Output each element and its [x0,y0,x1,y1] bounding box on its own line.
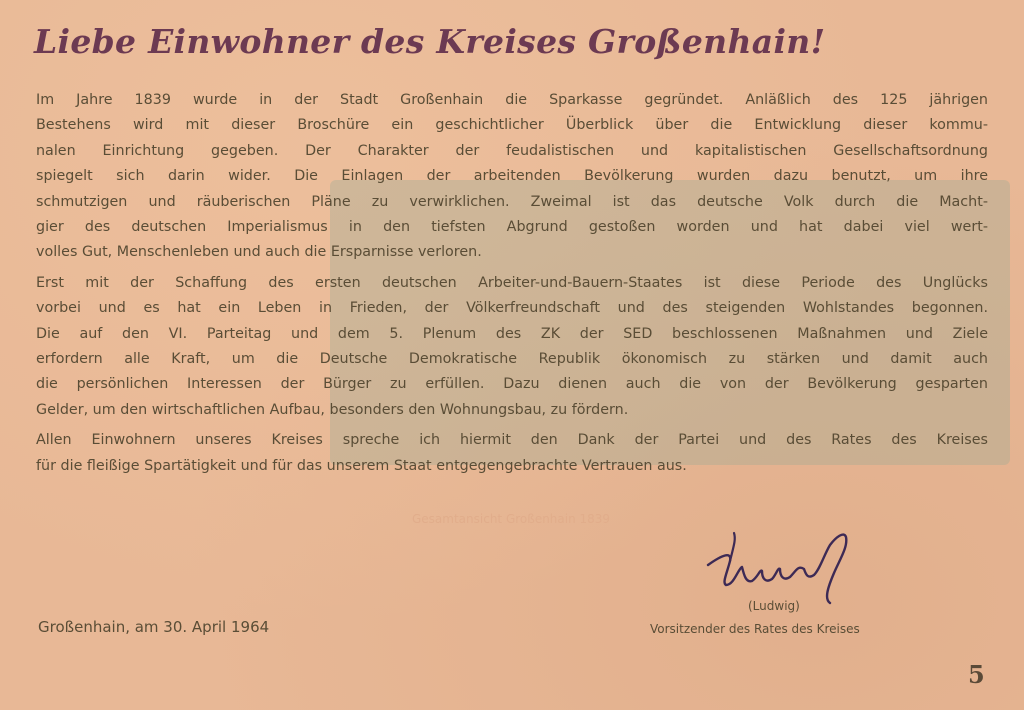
handwritten-signature [700,525,860,610]
text-line: Bestehens wird mit dieser Broschüre ein geschichtlicher Überblick über die Entwicklung dieser kommu- [36,117,988,134]
text-line: schmutzigen und räuberischen Pläne zu verwirklichen. Zweimal ist das deutsche Volk durch die Macht- [36,193,988,210]
text-line: Erst mit der Schaffung des ersten deutschen Arbeiter-und-Bauern-Staates ist diese Periode des Unglücks [36,274,988,291]
page-number: 5 [968,660,985,689]
letter-body [36,88,988,484]
paragraph-1 [36,88,988,266]
text-line: gier des deutschen Imperialismus in den tiefsten Abgrund gestoßen worden und hat dabei viel wert- [36,219,988,236]
signatory-role: Vorsitzender des Rates des Kreises [650,622,860,636]
text-line: erfordern alle Kraft, um die Deutsche Demokratische Republik ökonomisch zu stärken und damit auch [36,351,988,368]
text-line: Im Jahre 1839 wurde in der Stadt Großenhain die Sparkasse gegründet. Anläßlich des 125 jährigen [36,92,988,108]
text-line: vorbei und es hat ein Leben in Frieden, der Völkerfreundschaft und des steigenden Wohlstandes begonnen. [36,300,988,317]
paragraph-2 [36,271,988,423]
text-line: für die fleißige Spartätigkeit und für das unserem Staat entgegengebrachte Vertrauen aus. [36,457,687,474]
show-through-caption: Gesamtansicht Großenhain 1839 [412,512,611,526]
text-line: volles Gut, Menschenleben und auch die Ersparnisse verloren. [36,244,482,261]
text-line: Gelder, um den wirtschaftlichen Aufbau, besonders den Wohnungsbau, zu fördern. [36,401,629,418]
text-line: die persönlichen Interessen der Bürger zu erfüllen. Dazu dienen auch die von der Bevölkerung gesparten [36,376,988,393]
place-and-date: Großenhain, am 30. April 1964 [38,618,270,636]
letter-heading: Liebe Einwohner des Kreises Großenhain! [34,22,826,61]
text-line: spiegelt sich darin wider. Die Einlagen der arbeitenden Bevölkerung wurden dazu benutzt, um ihre [36,168,988,185]
signatory-name: (Ludwig) [748,599,800,613]
text-line: nalen Einrichtung gegeben. Der Charakter der feudalistischen und kapitalistischen Gesellschaftsordnung [36,142,988,159]
text-line: Die auf den VI. Parteitag und dem 5. Plenum des ZK der SED beschlossenen Maßnahmen und Ziele [36,325,988,342]
text-line: Allen Einwohnern unseres Kreises spreche ich hiermit den Dank der Partei und des Rates des Kreises [36,432,988,449]
paragraph-3 [36,428,988,479]
